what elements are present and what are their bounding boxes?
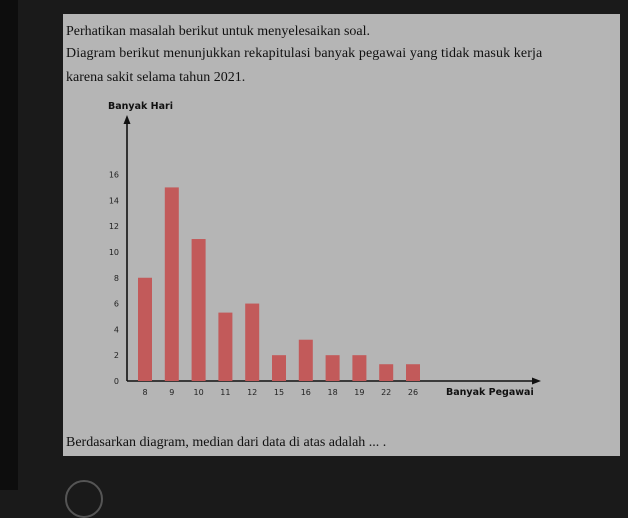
x-tick-label: 19 [354,388,365,397]
y-axis-arrow-icon [124,115,131,124]
x-tick-label: 22 [381,388,392,397]
bar [165,187,179,381]
x-tick-label: 10 [193,388,204,397]
y-tick-label: 10 [108,247,119,257]
y-axis-label: Banyak Hari [108,101,173,112]
question-panel [63,14,620,456]
question-prompt: Berdasarkan diagram, median dari data di atas adalah ... . [66,435,387,450]
bar [192,239,206,381]
description-line-2: karena sakit selama tahun 2021. [66,70,246,85]
x-axis-arrow-icon [532,378,541,385]
bar [138,278,152,381]
y-tick-label: 0 [113,377,119,386]
y-tick-label: 2 [113,351,119,361]
description-line: Diagram berikut menunjukkan rekapitulasi banyak pegawai yang tidak masuk kerja [66,46,543,61]
bar-chart [63,14,620,414]
y-tick-label: 6 [113,299,119,309]
y-tick-label: 4 [113,325,119,335]
bar [379,364,393,381]
y-tick-label: 8 [113,273,119,283]
x-tick-label: 26 [407,388,419,397]
y-tick-label: 12 [108,222,119,232]
left-edge-strip [0,0,18,490]
x-tick-label: 11 [220,388,231,397]
x-axis-label: Banyak Pegawai [446,387,534,398]
intro-line: Perhatikan masalah berikut untuk menyelesaikan soal. [66,24,371,39]
x-tick-label: 12 [247,388,258,397]
bar [299,340,313,381]
bar [352,355,366,381]
x-tick-label: 8 [142,388,148,397]
radio-circle-icon[interactable] [65,480,103,518]
x-tick-label: 15 [273,388,285,397]
bar [218,313,232,381]
y-tick-label: 16 [108,170,119,180]
x-tick-label: 18 [327,388,338,397]
y-tick-label: 14 [108,196,119,206]
x-tick-label: 16 [300,388,311,397]
x-tick-label: 9 [169,388,175,397]
bar [326,355,340,381]
bar [272,355,286,381]
bar [406,364,420,381]
bar [245,304,259,381]
